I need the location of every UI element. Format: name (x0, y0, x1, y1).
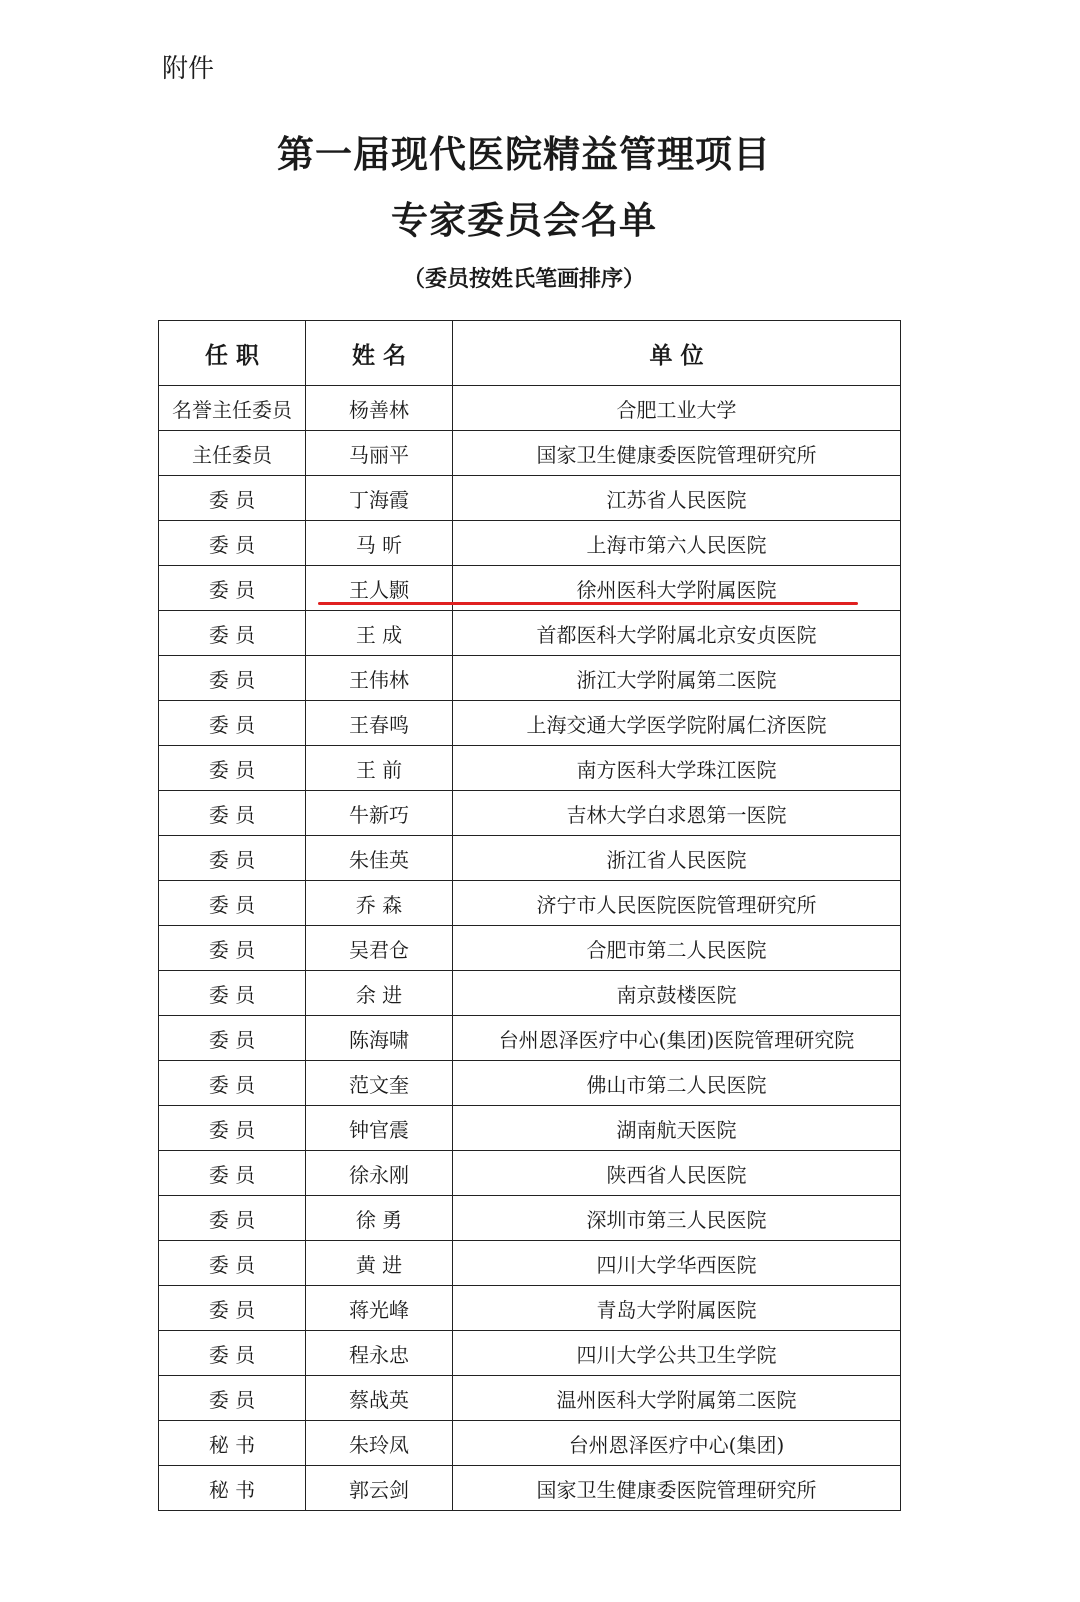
cell-unit: 浙江省人民医院 (453, 836, 901, 881)
cell-role: 委 员 (159, 746, 306, 791)
cell-unit: 南京鼓楼医院 (453, 971, 901, 1016)
cell-name: 马丽平 (306, 431, 453, 476)
column-header-unit: 单 位 (453, 321, 901, 386)
cell-role: 委 员 (159, 791, 306, 836)
cell-role: 委 员 (159, 1241, 306, 1286)
cell-role: 委 员 (159, 881, 306, 926)
table-row (159, 701, 901, 746)
cell-role: 委 员 (159, 1061, 306, 1106)
cell-name: 马 昕 (306, 521, 453, 566)
cell-unit: 深圳市第三人民医院 (453, 1196, 901, 1241)
table-row (159, 1286, 901, 1331)
table-row (159, 746, 901, 791)
cell-unit: 湖南航天医院 (453, 1106, 901, 1151)
cell-role: 委 员 (159, 611, 306, 656)
cell-role: 秘 书 (159, 1421, 306, 1466)
cell-unit: 青岛大学附属医院 (453, 1286, 901, 1331)
table-row (159, 1016, 901, 1061)
committee-table (158, 320, 901, 1511)
table-header-row (159, 321, 901, 386)
table-row (159, 431, 901, 476)
column-header-name: 姓 名 (306, 321, 453, 386)
cell-unit: 徐州医科大学附属医院 (453, 566, 901, 611)
table-row (159, 1196, 901, 1241)
document-title-line1: 第一届现代医院精益管理项目 (277, 133, 771, 176)
cell-unit: 吉林大学白求恩第一医院 (453, 791, 901, 836)
cell-unit: 上海交通大学医学院附属仁济医院 (453, 701, 901, 746)
cell-role: 委 员 (159, 1016, 306, 1061)
table-row (159, 971, 901, 1016)
cell-name: 余 进 (306, 971, 453, 1016)
cell-role: 委 员 (159, 1151, 306, 1196)
cell-unit: 济宁市人民医院医院管理研究所 (453, 881, 901, 926)
cell-name: 王伟林 (306, 656, 453, 701)
table-row (159, 1421, 901, 1466)
cell-unit: 合肥市第二人民医院 (453, 926, 901, 971)
cell-unit: 国家卫生健康委医院管理研究所 (453, 1466, 901, 1511)
cell-unit: 浙江大学附属第二医院 (453, 656, 901, 701)
cell-role: 委 员 (159, 656, 306, 701)
cell-unit: 四川大学华西医院 (453, 1241, 901, 1286)
cell-role: 委 员 (159, 521, 306, 566)
cell-unit: 台州恩泽医疗中心(集团)医院管理研究院 (453, 1016, 901, 1061)
cell-role: 委 员 (159, 971, 306, 1016)
cell-name: 杨善林 (306, 386, 453, 431)
cell-name: 徐 勇 (306, 1196, 453, 1241)
table-row (159, 656, 901, 701)
table-row (159, 1331, 901, 1376)
sort-note: （委员按姓氏笔画排序） (402, 267, 645, 292)
cell-name: 范文奎 (306, 1061, 453, 1106)
cell-role: 委 员 (159, 566, 306, 611)
table-row (159, 1106, 901, 1151)
red-underline-highlight (318, 602, 858, 605)
cell-unit: 佛山市第二人民医院 (453, 1061, 901, 1106)
cell-name: 程永忠 (306, 1331, 453, 1376)
cell-role: 秘 书 (159, 1466, 306, 1511)
cell-unit: 温州医科大学附属第二医院 (453, 1376, 901, 1421)
cell-name: 王人颢 (306, 566, 453, 611)
cell-unit: 四川大学公共卫生学院 (453, 1331, 901, 1376)
attachment-label: 附件 (162, 54, 215, 84)
cell-role: 名誉主任委员 (159, 386, 306, 431)
cell-unit: 上海市第六人民医院 (453, 521, 901, 566)
cell-role: 委 员 (159, 1106, 306, 1151)
document-title-line2: 专家委员会名单 (391, 199, 657, 242)
table-row (159, 611, 901, 656)
cell-role: 委 员 (159, 836, 306, 881)
table-body (159, 386, 901, 1511)
cell-name: 王 前 (306, 746, 453, 791)
cell-name: 蒋光峰 (306, 1286, 453, 1331)
cell-role: 委 员 (159, 1376, 306, 1421)
cell-name: 吴君仓 (306, 926, 453, 971)
cell-role: 委 员 (159, 1196, 306, 1241)
table-row (159, 1151, 901, 1196)
cell-unit: 陕西省人民医院 (453, 1151, 901, 1196)
table-row (159, 476, 901, 521)
cell-name: 丁海霞 (306, 476, 453, 521)
cell-name: 朱玲凤 (306, 1421, 453, 1466)
table-row (159, 881, 901, 926)
cell-name: 朱佳英 (306, 836, 453, 881)
cell-name: 徐永刚 (306, 1151, 453, 1196)
cell-unit: 南方医科大学珠江医院 (453, 746, 901, 791)
cell-role: 主任委员 (159, 431, 306, 476)
cell-name: 钟官震 (306, 1106, 453, 1151)
cell-unit: 江苏省人民医院 (453, 476, 901, 521)
cell-name: 王春鸣 (306, 701, 453, 746)
cell-unit: 合肥工业大学 (453, 386, 901, 431)
table-row (159, 1376, 901, 1421)
table-row (159, 791, 901, 836)
cell-unit: 国家卫生健康委医院管理研究所 (453, 431, 901, 476)
cell-role: 委 员 (159, 476, 306, 521)
table-row (159, 1061, 901, 1106)
cell-name: 乔 森 (306, 881, 453, 926)
cell-name: 陈海啸 (306, 1016, 453, 1061)
cell-name: 郭云剑 (306, 1466, 453, 1511)
cell-role: 委 员 (159, 926, 306, 971)
cell-name: 黄 进 (306, 1241, 453, 1286)
cell-name: 牛新巧 (306, 791, 453, 836)
table-row (159, 1241, 901, 1286)
table-row (159, 521, 901, 566)
column-header-role: 任 职 (159, 321, 306, 386)
table-row (159, 836, 901, 881)
cell-unit: 台州恩泽医疗中心(集团) (453, 1421, 901, 1466)
cell-name: 蔡战英 (306, 1376, 453, 1421)
cell-role: 委 员 (159, 1286, 306, 1331)
table-row (159, 386, 901, 431)
cell-name: 王 成 (306, 611, 453, 656)
table-row (159, 1466, 901, 1511)
cell-unit: 首都医科大学附属北京安贞医院 (453, 611, 901, 656)
cell-role: 委 员 (159, 701, 306, 746)
cell-role: 委 员 (159, 1331, 306, 1376)
table-row (159, 926, 901, 971)
